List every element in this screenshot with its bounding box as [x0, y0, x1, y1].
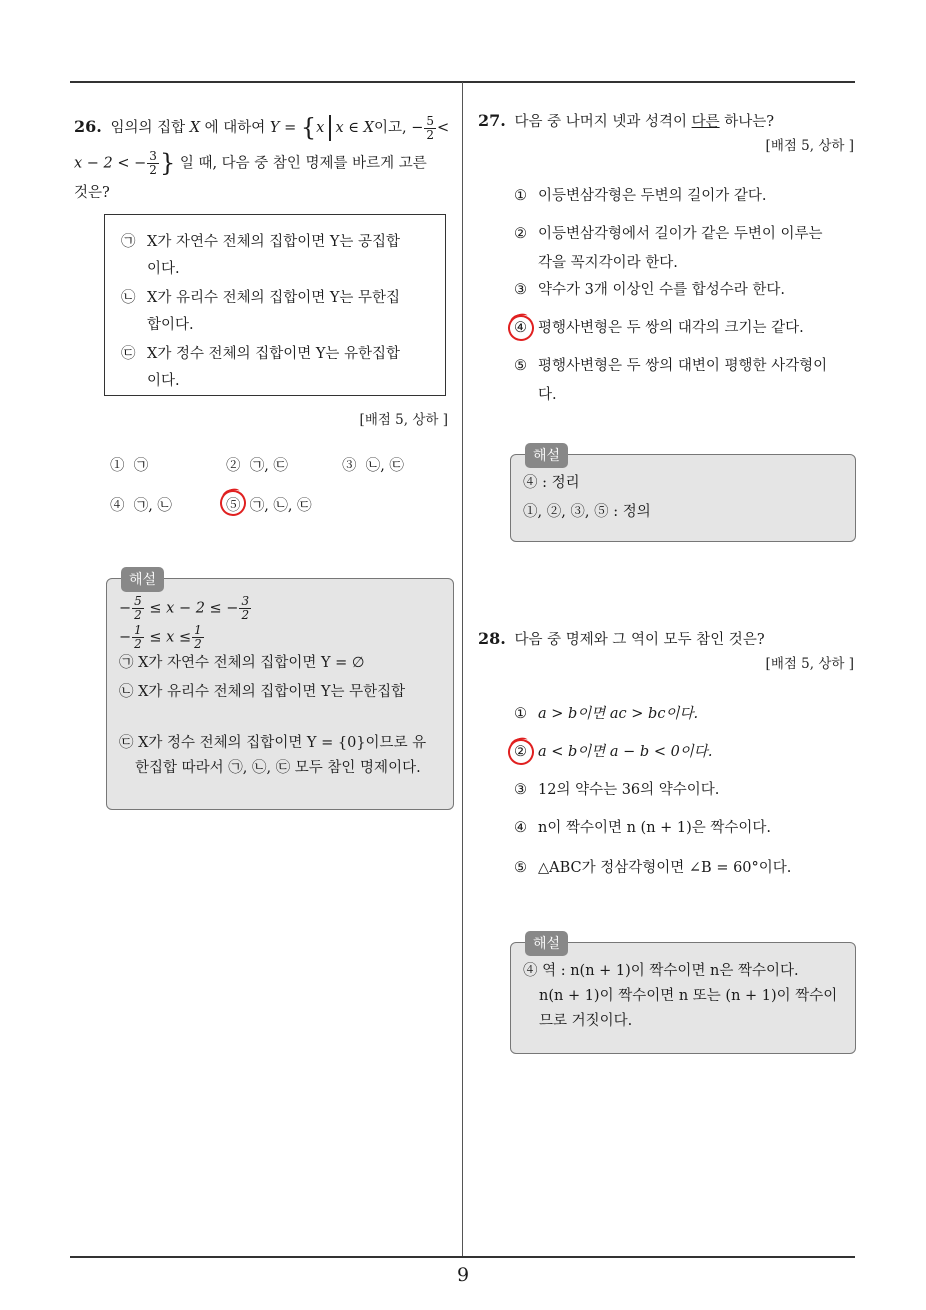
- q26-sol-line-6: 한집합 따라서 ㉠, ㉡, ㉢ 모두 참인 명제이다.: [135, 760, 421, 776]
- q26-stem-line3: 것은?: [74, 184, 110, 201]
- q28-choice-2[interactable]: ② a < b이면 a − b < 0이다.: [514, 744, 713, 760]
- column-divider: [462, 82, 463, 1256]
- q28-number: 28.: [478, 629, 506, 648]
- q26-set-x: x: [316, 120, 325, 136]
- q26-frac-2: $\frac{3}{2}$: [149, 149, 157, 177]
- q28-choice-4[interactable]: ④ n이 짝수이면 n (n + 1)은 짝수이다.: [514, 820, 772, 836]
- q27-stem-a: 다음 중 나머지 넷과 성격이: [514, 114, 687, 130]
- q27-score: [배점 5, 상하 ]: [765, 138, 854, 154]
- q28-solution-box: [510, 936, 856, 1054]
- q26-choice-1[interactable]: ① ㉠: [110, 458, 149, 474]
- q26-var-y: Y: [269, 120, 280, 136]
- q27-solution-box: [510, 448, 856, 542]
- question-28: [478, 624, 858, 1029]
- q26-var-x: X: [189, 120, 201, 136]
- q26-choice-3[interactable]: ③ ㉡, ㉢: [342, 458, 404, 474]
- q27-choice-2[interactable]: ② 이등변삼각형에서 길이가 같은 두변이 이루는 각을 꼭지각이라 한다.: [514, 226, 823, 271]
- q26-solution-content: [119, 595, 443, 781]
- q28-choice-3[interactable]: ③ 12의 약수는 36의 약수이다.: [514, 782, 720, 798]
- q27-number: 27.: [478, 111, 506, 130]
- q26-ineq: x − 2 < −: [74, 155, 147, 172]
- q27-stem-underlined: 다른: [691, 114, 720, 130]
- q27-choice-5[interactable]: ⑤ 평행사변형은 두 쌍의 대변이 평행한 사각형이 다.: [514, 358, 828, 403]
- q27-solution-content: [523, 471, 845, 525]
- q26-sol-line-4: ㉡ X가 유리수 전체의 집합이면 Y는 무한집합: [119, 684, 406, 700]
- q26-number: 26.: [74, 117, 102, 136]
- q26-stem-text-b: 에 대하여: [204, 120, 266, 136]
- q26-right-brace: }: [159, 149, 176, 177]
- page-number: 9: [456, 1264, 470, 1286]
- q27-sol-line-2: ①, ②, ③, ⑤ : 정의: [523, 504, 651, 520]
- q26-statement-1: ㉠ X가 자연수 전체의 집합이면 Y는 공집합 이다.: [121, 234, 401, 277]
- q26-solution-box: [106, 572, 454, 810]
- q28-stem: [478, 624, 858, 655]
- q26-sol-line-2: − $\frac{1}{2}$ ≤ x ≤ $\frac{1}{2}$: [119, 623, 202, 651]
- q26-stem-text-a: 임의의 집합: [110, 120, 186, 136]
- q27-choice-3[interactable]: ③ 약수가 3개 이상인 수를 합성수라 한다.: [514, 282, 785, 298]
- q27-stem-b: 하나는?: [724, 114, 774, 130]
- q28-solution-tag: 해설: [525, 931, 568, 956]
- q28-solution-content: [523, 959, 845, 1034]
- question-26: [74, 112, 458, 776]
- q28-sol-line-2: n(n + 1)이 짝수이면 n 또는 (n + 1)이 짝수이: [539, 988, 838, 1004]
- q26-set-cond: x ∈ X: [335, 120, 374, 136]
- q28-sol-line-1: ④ 역 : n(n + 1)이 짝수이면 n은 짝수이다.: [523, 963, 799, 979]
- q26-score: [배점 5, 상하 ]: [359, 412, 448, 428]
- q26-statement-3: ㉢ X가 정수 전체의 집합이면 Y는 유한집합 이다.: [121, 346, 401, 389]
- q26-sol-line-5: ㉢ X가 정수 전체의 집합이면 Y = {0}이므로 유: [119, 735, 427, 751]
- q27-choice-1[interactable]: ① 이등변삼각형은 두변의 길이가 같다.: [514, 188, 767, 204]
- q26-left-brace: {: [300, 113, 317, 142]
- q26-frac-1: $\frac{5}{2}$: [426, 113, 434, 142]
- q26-stem-line2: 일 때, 다음 중 참인 명제를 바르게 고른: [179, 155, 427, 172]
- q26-choice-5[interactable]: ⑤ ㉠, ㉡, ㉢: [226, 498, 312, 514]
- q26-stem: 26. 임의의 집합 X 에 대하여 Y = {x x ∈ X이고, − $\frac{5}{2}$ < x − 2 < − $\frac{3}{2}$ } 일 때, 다음 중 참인 명제를 바르게 고른 것은?: [74, 112, 458, 208]
- bottom-rule: [70, 1256, 855, 1258]
- q26-choice-2[interactable]: ② ㉠, ㉢: [226, 458, 288, 474]
- q26-set-bar: [329, 115, 330, 141]
- q26-eq: =: [284, 120, 297, 136]
- q28-sol-line-3: 므로 거짓이다.: [539, 1013, 633, 1029]
- q28-score: [배점 5, 상하 ]: [765, 656, 854, 672]
- question-27: [478, 106, 858, 520]
- q26-statement-2: ㉡ X가 유리수 전체의 집합이면 Y는 무한집 합이다.: [121, 290, 401, 333]
- q26-sol-line-3: ㉠ X가 자연수 전체의 집합이면 Y = ∅: [119, 655, 365, 671]
- q27-solution-tag: 해설: [525, 443, 568, 468]
- q26-solution-tag: 해설: [121, 567, 164, 592]
- q27-stem: [478, 106, 858, 137]
- q26-sol-line-1: − $\frac{5}{2}$ ≤ x − 2 ≤ − $\frac{3}{2}$: [119, 594, 250, 622]
- q27-sol-line-1: ④ : 정리: [523, 475, 580, 491]
- q28-choice-5[interactable]: ⑤ △ABC가 정삼각형이면 ∠B = 60°이다.: [514, 860, 792, 876]
- q27-choice-4[interactable]: ④ 평행사변형은 두 쌍의 대각의 크기는 같다.: [514, 320, 804, 336]
- q28-choice-1[interactable]: ① a > b이면 ac > bc이다.: [514, 706, 699, 722]
- q28-stem-text: 다음 중 명제와 그 역이 모두 참인 것은?: [514, 632, 765, 648]
- q26-choice-4[interactable]: ④ ㉠, ㉡: [110, 498, 172, 514]
- q26-stem-text-c: 이고,: [373, 120, 407, 136]
- q26-statement-box: [104, 214, 446, 396]
